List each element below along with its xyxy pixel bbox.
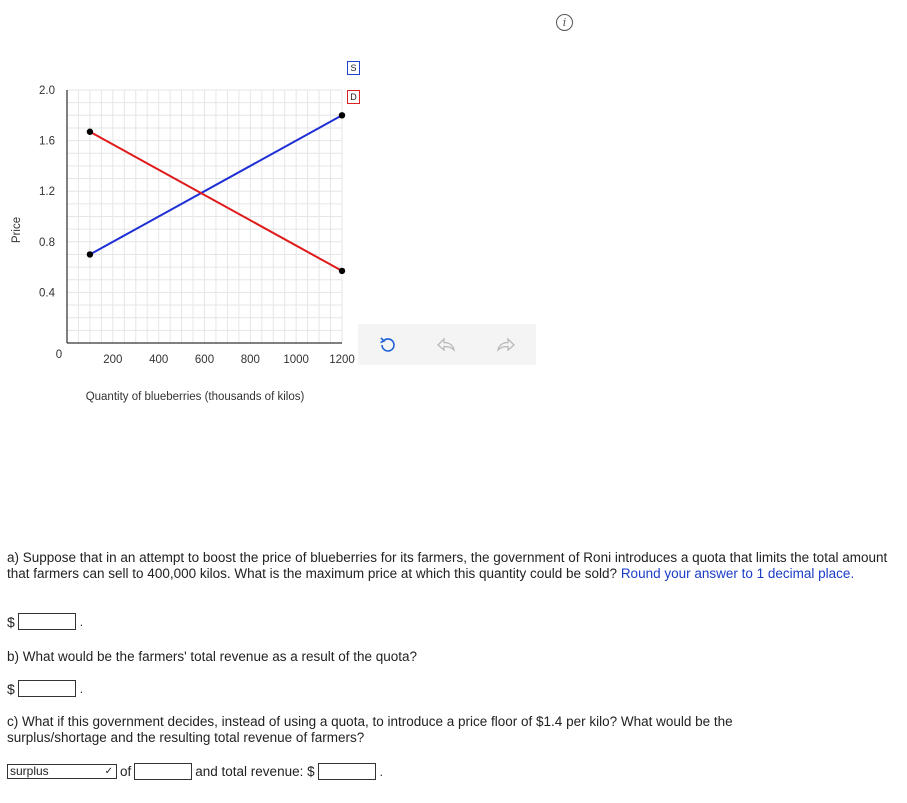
y-tick-label: 0.4 [39,287,55,300]
question-c: c) What if this government decides, instead of using a quota, to introduce a price floor of $1.4 per kilo? What would be the surplus/shortage and the resulting total revenue of farmers? [7,714,733,745]
x-tick-label: 800 [240,354,260,366]
answer-a-input[interactable] [18,613,76,630]
revenue-label: and total revenue: $ [195,764,315,779]
answer-b-suffix: . [79,681,84,696]
x-tick-label: 400 [149,354,169,366]
answer-a-prefix: $ [7,613,15,630]
series-point-D [339,268,345,274]
x-tick-label: 1000 [283,354,309,366]
question-a-hint: Round your answer to 1 decimal place. [620,566,855,581]
answer-b-prefix: $ [7,680,15,697]
y-axis-label: Price [11,216,23,244]
answer-a-row [7,613,83,630]
x-axis-label: Quantity of blueberries (thousands of kilos) [85,391,305,403]
origin-label: 0 [55,349,63,361]
answer-c-row [7,763,383,780]
chevron-down-icon: ✓ [104,766,113,777]
series-point-D [87,129,93,135]
question-b: b) What would be the farmers' total revenue as a result of the quota? [7,649,418,664]
supply-demand-chart [0,40,360,420]
x-tick-label: 200 [103,354,123,366]
redo-icon[interactable] [494,333,518,357]
legend-supply-button[interactable]: S [347,61,360,75]
answer-b-input[interactable] [18,680,76,697]
answer-b-row [7,680,83,697]
x-tick-label: 600 [194,354,215,366]
question-a-text: a) Suppose that in an attempt to boost the price of blueberries for its farmers, the government of Roni introduces a quota that limits the total amount that farmers can sell to 400,000 kilos. What is the maximum price at which this quantity could be sold? [7,550,888,581]
series-point-S [87,251,93,257]
answer-c-suffix: . [379,764,383,779]
surplus-shortage-select[interactable] [7,764,117,779]
legend-demand-button[interactable]: D [347,90,360,104]
reset-icon[interactable] [376,333,400,357]
series-point-S [339,112,345,118]
y-tick-label: 0.8 [39,236,55,249]
revenue-input[interactable] [318,763,376,780]
question-a [7,550,892,582]
of-label: of [120,764,132,779]
y-tick-label: 1.6 [39,135,55,148]
graph-tool-panel [358,324,536,365]
y-tick-label: 2.0 [39,85,55,97]
x-tick-label: 1200 [329,354,355,366]
undo-icon[interactable] [434,333,458,357]
quantity-input[interactable] [134,763,192,780]
chart-grid [67,90,342,343]
info-icon[interactable]: i [556,14,573,31]
y-tick-label: 1.2 [39,186,55,199]
answer-a-suffix: . [79,614,84,629]
select-value: surplus [10,764,49,778]
